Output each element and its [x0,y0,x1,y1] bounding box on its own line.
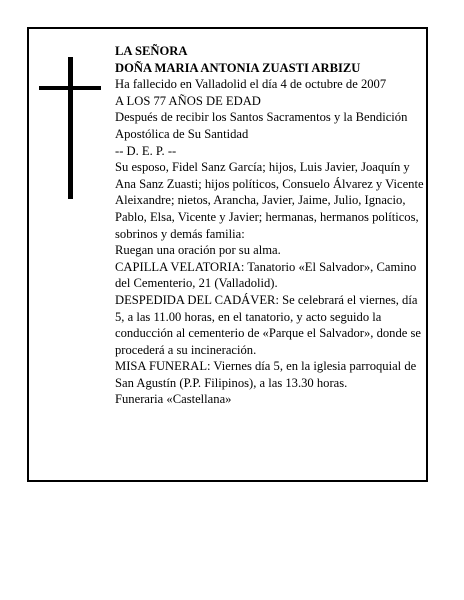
farewell-info: DESPEDIDA DEL CADÁVER: Se celebrará el viernes, día 5, a las 11.00 horas, en el tanatorio, y acto seguido la conducción al cementerio de «Parque el Salvador», donde se procederá a su incineración. [115,292,421,357]
deceased-name: DOÑA MARIA ANTONIA ZUASTI ARBIZU [115,60,361,75]
funeral-home: Funeraria «Castellana» [115,392,232,407]
obituary-notice [27,27,428,482]
obituary-text [115,43,427,408]
family-list: Su esposo, Fidel Sanz García; hijos, Luis Javier, Joaquín y Ana Sanz Zuasti; hijos políticos, Consuelo Álvarez y Vicente Aleixandre; nietos, Arancha, Javier, Jaime, Julio, Ignacio, Pablo, Elsa, Vicente y Javier; hermanas, hermanos políticos, sobrinos y demás familia: [115,160,424,241]
cross-vertical-bar [68,57,73,199]
notice-title: LA SEÑORA [115,44,188,58]
death-announcement: Ha fallecido en Valladolid el día 4 de octubre de 2007 [115,77,387,92]
sacraments-line: Después de recibir los Santos Sacramentos y la Bendición Apostólica de Su Santidad [115,110,408,141]
funeral-mass-info: MISA FUNERAL: Viernes día 5, en la iglesia parroquial de San Agustín (P.P. Filipinos), a las 13.30 horas. [115,359,417,390]
chapel-info: CAPILLA VELATORIA: Tanatorio «El Salvador», Camino del Cementerio, 21 (Valladolid). [115,259,417,291]
prayer-request: Ruegan una oración por su alma. [115,243,281,258]
cross-horizontal-bar [39,86,101,90]
age-line: A LOS 77 AÑOS DE EDAD [115,93,261,108]
rip-line: -- D. E. P. -- [115,143,177,158]
